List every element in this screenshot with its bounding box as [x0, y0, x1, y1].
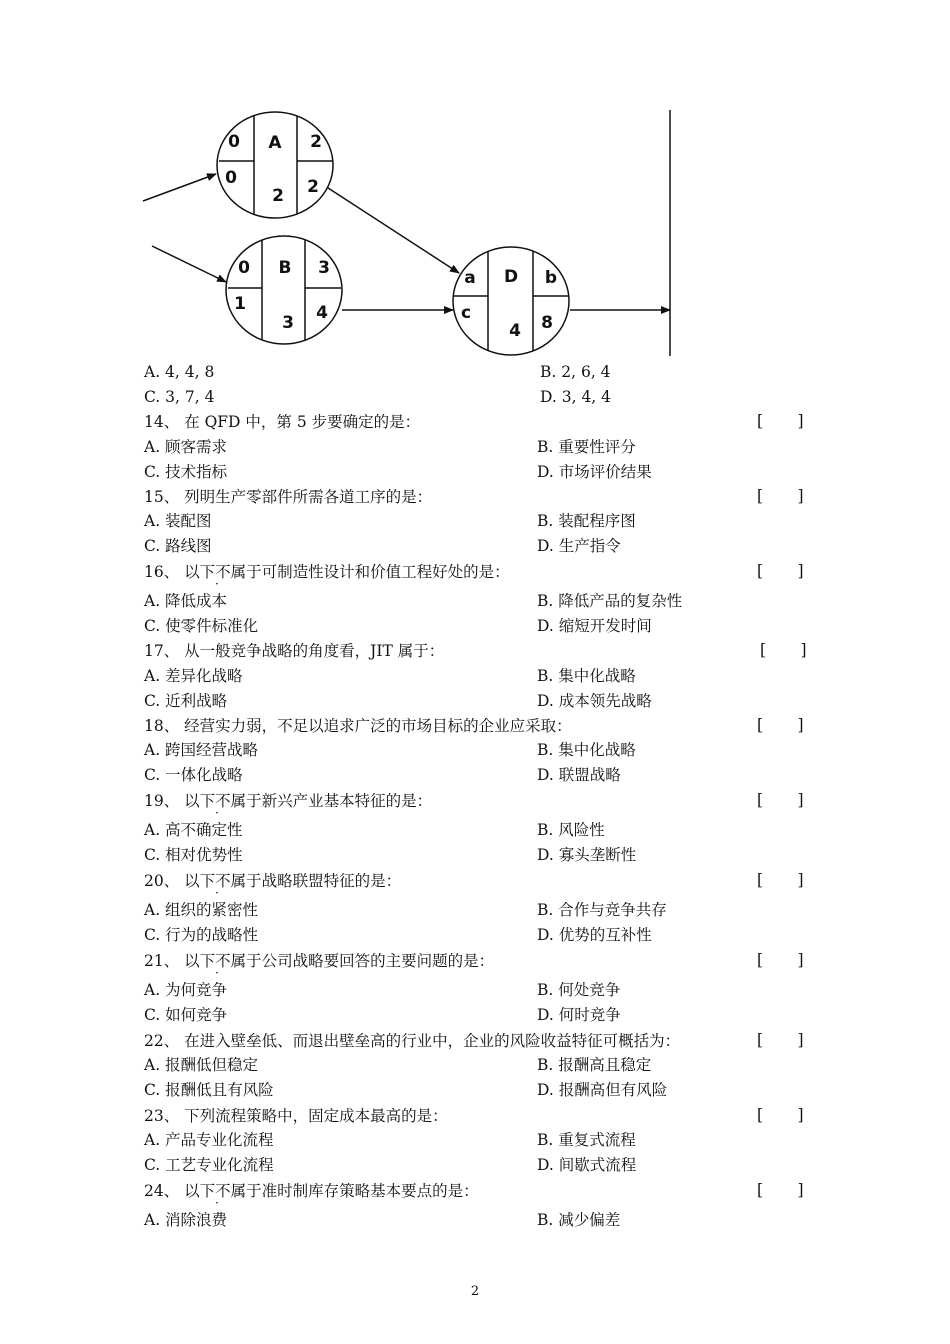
q21-option-a: A. 为何竞争 — [144, 981, 228, 999]
q21-emphasis-dot: · — [215, 966, 219, 980]
q19-option-c: C. 相对优势性 — [144, 846, 243, 864]
node-b-label: B — [278, 258, 292, 278]
q17-answer-bracket: [ ] — [760, 641, 807, 659]
q24-stem: 24、 以下不属于准时制库存策略基本要点的是： — [144, 1182, 479, 1200]
q18-option-d: D. 联盟战略 — [537, 766, 621, 784]
q20-option-d: D. 优势的互补性 — [537, 926, 652, 944]
q13-option-d: D. 3, 4, 4 — [540, 388, 612, 406]
q23-option-c: C. 工艺专业化流程 — [144, 1156, 274, 1174]
q24-emphasis-dot: · — [215, 1196, 219, 1210]
q14-option-b: B. 重要性评分 — [537, 438, 636, 456]
q16-answer-bracket: [ ] — [757, 562, 804, 580]
q19-answer-bracket: [ ] — [757, 791, 804, 809]
node-b-ls: 1 — [234, 294, 246, 314]
q15-answer-bracket: [ ] — [757, 487, 804, 505]
network-diagram — [0, 0, 950, 370]
q14-option-a: A. 顾客需求 — [144, 438, 228, 456]
node-b-dur: 3 — [282, 313, 294, 333]
q16-option-d: D. 缩短开发时间 — [537, 617, 652, 635]
node-a-lf: 2 — [307, 177, 319, 197]
node-a-ef: 2 — [310, 132, 322, 152]
q24-answer-bracket: [ ] — [757, 1181, 804, 1199]
q16-option-c: C. 使零件标准化 — [144, 617, 259, 635]
q20-option-a: A. 组织的紧密性 — [144, 901, 259, 919]
q19-stem: 19、 以下不属于新兴产业基本特征的是： — [144, 792, 433, 810]
q13-option-b: B. 2, 6, 4 — [540, 363, 611, 381]
q18-option-c: C. 一体化战略 — [144, 766, 243, 784]
q16-option-a: A. 降低成本 — [144, 592, 228, 610]
q23-answer-bracket: [ ] — [757, 1106, 804, 1124]
q20-answer-bracket: [ ] — [757, 871, 804, 889]
q17-option-a: A. 差异化战略 — [144, 667, 243, 685]
q20-option-b: B. 合作与竞争共存 — [537, 901, 667, 919]
q15-stem: 15、 列明生产零部件所需各道工序的是： — [144, 488, 433, 506]
q17-option-d: D. 成本领先战略 — [537, 692, 652, 710]
q22-option-a: A. 报酬低但稳定 — [144, 1056, 259, 1074]
arrow-a-to-d — [325, 186, 459, 273]
q21-option-d: D. 何时竞争 — [537, 1006, 621, 1024]
node-b — [226, 236, 342, 344]
q18-option-b: B. 集中化战略 — [537, 741, 636, 759]
q21-stem: 21、 以下不属于公司战略要回答的主要问题的是： — [144, 952, 495, 970]
node-d-ls: c — [460, 303, 472, 323]
node-d — [453, 247, 569, 355]
q24-option-a: A. 消除浪费 — [144, 1211, 228, 1229]
node-d-dur: 4 — [509, 321, 521, 341]
node-d-label: D — [503, 267, 519, 287]
q19-option-d: D. 寡头垄断性 — [537, 846, 637, 864]
arrow-into-b — [152, 246, 226, 282]
q14-option-d: D. 市场评价结果 — [537, 463, 652, 481]
q23-option-a: A. 产品专业化流程 — [144, 1131, 274, 1149]
q16-option-b: B. 降低产品的复杂性 — [537, 592, 683, 610]
page-number: 2 — [470, 1284, 480, 1299]
node-d-ef: b — [544, 268, 558, 288]
q20-stem: 20、 以下不属于战略联盟特征的是： — [144, 872, 402, 890]
q19-emphasis-dot: · — [215, 806, 219, 820]
node-a-ls: 0 — [225, 168, 237, 188]
q20-option-c: C. 行为的战略性 — [144, 926, 259, 944]
q19-option-b: B. 风险性 — [537, 821, 605, 839]
q21-option-b: B. 何处竞争 — [537, 981, 621, 999]
node-a-es: 0 — [228, 132, 240, 152]
node-a-dur: 2 — [272, 186, 284, 206]
node-d-lf: 8 — [541, 313, 553, 333]
node-b-lf: 4 — [316, 303, 328, 323]
q18-option-a: A. 跨国经营战略 — [144, 741, 259, 759]
q14-option-c: C. 技术指标 — [144, 463, 228, 481]
node-d-es: a — [464, 268, 476, 288]
q22-option-c: C. 报酬低且有风险 — [144, 1081, 274, 1099]
q22-option-d: D. 报酬高但有风险 — [537, 1081, 668, 1099]
q15-option-a: A. 装配图 — [144, 512, 212, 530]
q18-answer-bracket: [ ] — [757, 716, 804, 734]
q16-emphasis-dot: · — [215, 577, 219, 591]
q15-option-b: B. 装配程序图 — [537, 512, 636, 530]
arrow-into-a — [143, 174, 216, 201]
q22-stem: 22、 在进入壁垒低、而退出壁垒高的行业中，企业的风险收益特征可概括为： — [144, 1032, 681, 1050]
q21-option-c: C. 如何竞争 — [144, 1006, 228, 1024]
q20-emphasis-dot: · — [215, 886, 219, 900]
q24-option-b: B. 减少偏差 — [537, 1211, 621, 1229]
q14-stem: 14、 在 QFD 中，第 5 步要确定的是： — [144, 413, 421, 431]
q23-option-d: D. 间歇式流程 — [537, 1156, 637, 1174]
q17-option-b: B. 集中化战略 — [537, 667, 636, 685]
q17-stem: 17、 从一般竞争战略的角度看，JIT 属于： — [144, 642, 445, 660]
node-b-ef: 3 — [318, 258, 330, 278]
q23-option-b: B. 重复式流程 — [537, 1131, 636, 1149]
q21-answer-bracket: [ ] — [757, 951, 804, 969]
q23-stem: 23、 下列流程策略中，固定成本最高的是： — [144, 1107, 448, 1125]
q18-stem: 18、 经营实力弱，不足以追求广泛的市场目标的企业应采取： — [144, 717, 572, 735]
q14-answer-bracket: [ ] — [757, 412, 804, 430]
node-a — [217, 112, 333, 218]
q22-answer-bracket: [ ] — [757, 1031, 804, 1049]
node-a-label: A — [268, 133, 282, 153]
q22-option-b: B. 报酬高且稳定 — [537, 1056, 652, 1074]
q17-option-c: C. 近利战略 — [144, 692, 228, 710]
q13-option-a: A. 4, 4, 8 — [144, 363, 215, 381]
node-b-es: 0 — [238, 258, 250, 278]
q15-option-c: C. 路线图 — [144, 537, 212, 555]
q19-option-a: A. 高不确定性 — [144, 821, 243, 839]
q15-option-d: D. 生产指令 — [537, 537, 621, 555]
q16-stem: 16、 以下不属于可制造性设计和价值工程好处的是： — [144, 563, 510, 581]
q13-option-c: C. 3, 7, 4 — [144, 388, 215, 406]
